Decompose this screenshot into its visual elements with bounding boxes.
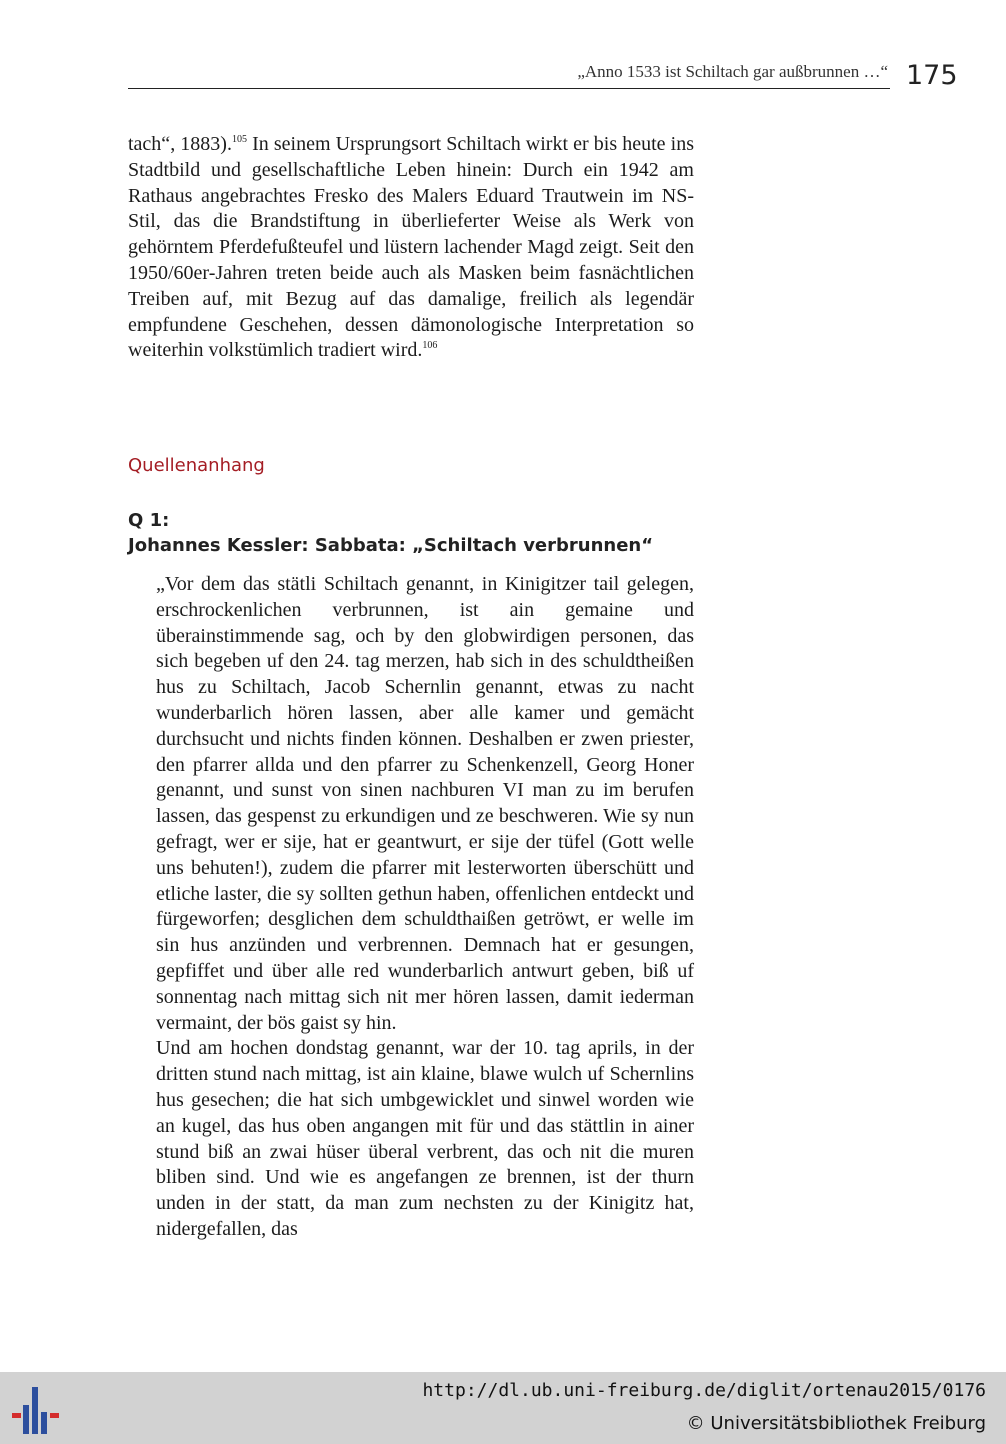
quote-paragraph-2: Und am hochen dondstag genannt, war der 10. tag aprils, in der dritten stund nach mittag, ist ain klaine, blawe wulch uf Schernlins hus gesechen; die hat sich umbgewicklet und sinwel worden wie an kugel, das hus oben angangen mit für und das stättlin in ainer stund biß an zwai hüser überal verbrent, das och nit die muren bliben sind. Und wie es angefangen ze brennen, ist der thurn unden in der statt, da man zum nechsten zu der Kinigitz hat, nidergefallen, das [156,1037,694,1240]
footer-copyright: © Universitätsbibliothek Freiburg [686,1413,986,1434]
footer-url-link[interactable]: http://dl.ub.uni-freiburg.de/diglit/ortenau2015/0176 [422,1380,986,1401]
intro-text-main: In seinem Ursprungsort Schiltach wirkt er bis heute ins Stadtbild und gesellschaftliche Leben hinein: Durch ein 1942 am Rathaus angebrachtes Fresko des Malers Eduard Trautwein im NS-Stil, das die Brandstiftung in überlieferter Weise als Werk von gehörntem Pferdefußteufel und lüstern lachender Magd zeigt. Seit den 1950/60er-Jahren treten beide auch als Masken beim fasnächtlichen Treiben auf, mit Bezug auf das damalige, freilich als legendär empfundene Geschehen, dessen dämonologische Interpretation so weiterhin volkstümlich tradiert wird. [128,133,694,362]
source-title: Johannes Kessler: Sabbata: „Schiltach verbrunnen“ [128,535,654,556]
quote-paragraph-1: „Vor dem das stätli Schiltach genannt, in Kinigitzer tail gelegen, erschrockenlichen verbrunnen, ist ain gemaine und überainstimmende sag, och by den globwirdigen personen, das sich begeben uf den 24. tag merzen, hab sich in des schuldtheißen hus zu Schiltach, Jacob Schernlin genannt, etwas zu nacht wunderbarlich hören lassen, aber alle kamer und gemächt durchsucht und nichts finden können. Deshalben er zwen priester, den pfarrer allda und den pfarrer zu Schenkenzell, Georg Honer genannt, und sunst von sinen nachburen VI man zu im berufen lassen, das gespenst zu erkundigen und ze beschweren. Wie sy nun gefragt, wer er sije, hat er geantwurt, er sije der tüfel (Gott welle uns behuten!), zudem die pfarrer mit lesterworten überschütt und etliche laster, die sy sollten gethun haben, offenlichen entdeckt und fürgeworfen; desglichen dem schuldthaißen getröwt, er welle im sin hus anzünden und verbrennen. Demnach hat er gesungen, gepfiffet und über alle red wunderbarlich antwurt geben, biß uf sonnentag nach mittag sich nit mer hören lassen, damit iederman vermaint, der bös gaist sy hin. [156,573,694,1034]
running-title: „Anno 1533 ist Schiltach gar außbrunnen …“ [577,62,888,81]
section-heading: Quellenanhang [128,455,265,476]
intro-text-start: tach“, 1883). [128,133,232,155]
footer-bar [0,1372,1006,1444]
page-number: 175 [906,60,958,91]
source-quote [156,572,694,1243]
ub-freiburg-logo-icon[interactable] [10,1382,66,1438]
intro-paragraph [128,132,694,364]
header-rule [128,88,890,89]
footnote-ref-105[interactable]: 105 [231,134,247,145]
footnote-ref-106[interactable]: 106 [422,340,438,352]
source-label: Q 1: [128,510,170,531]
